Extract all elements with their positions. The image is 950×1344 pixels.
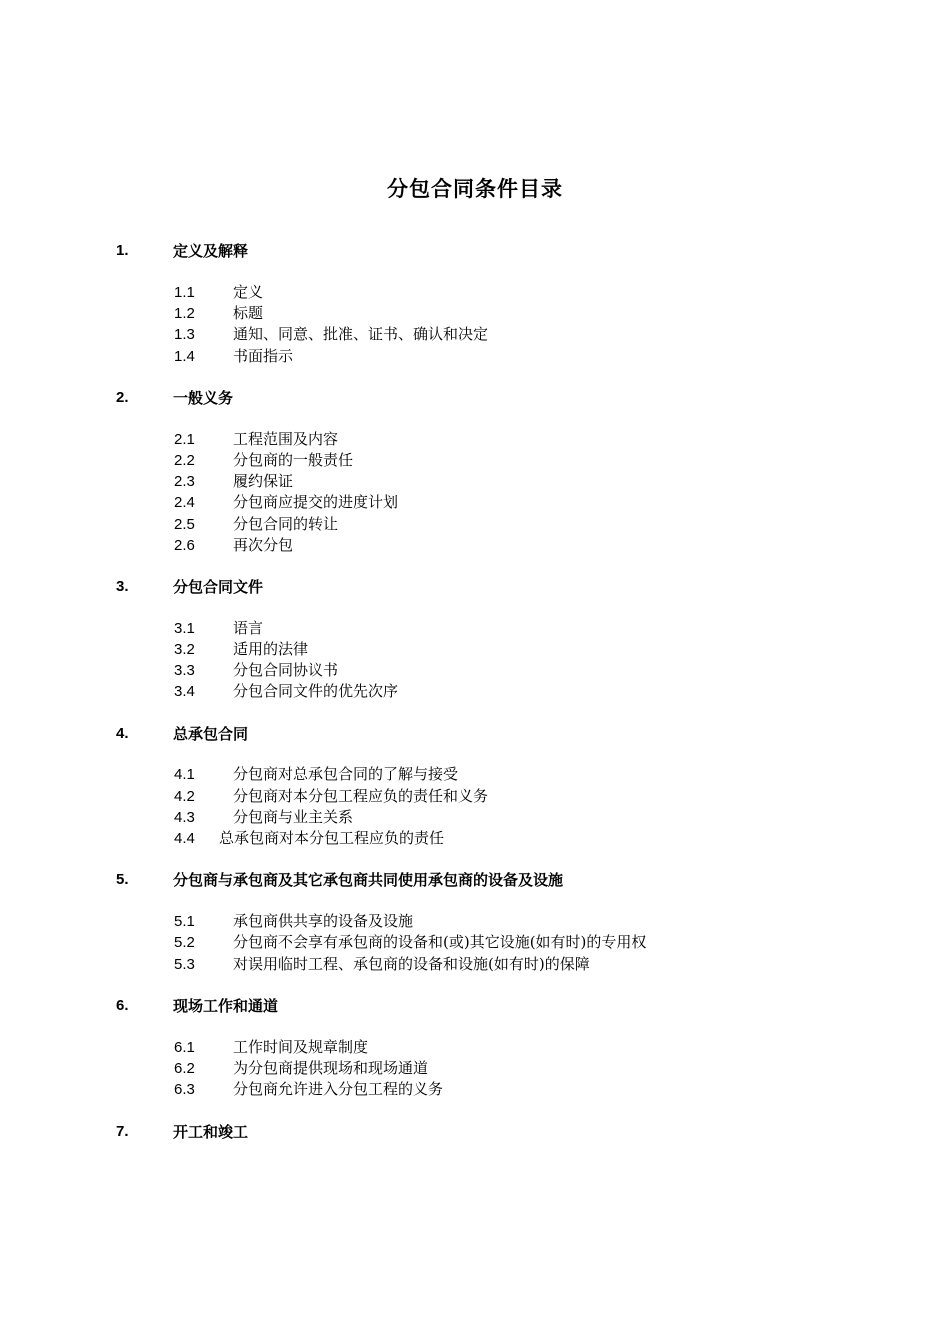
item-number: 5.3	[174, 956, 195, 973]
item-number: 3.3	[174, 662, 195, 679]
item-number: 6.2	[174, 1060, 195, 1077]
section-number: 3.	[116, 578, 129, 595]
item-number: 6.1	[174, 1039, 195, 1056]
item-number: 3.1	[174, 620, 195, 637]
item-title: 语言	[233, 619, 264, 637]
item-number: 4.2	[174, 788, 195, 805]
item-title: 通知、同意、批准、证书、确认和决定	[233, 325, 489, 343]
item-title: 分包合同的转让	[233, 515, 339, 533]
item-title: 再次分包	[233, 536, 294, 554]
document-title: 分包合同条件目录	[387, 177, 563, 201]
item-title: 分包商对本分包工程应负的责任和义务	[233, 787, 489, 805]
item-number: 1.1	[174, 284, 195, 301]
item-title: 分包商与业主关系	[233, 808, 354, 826]
item-number: 5.2	[174, 934, 195, 951]
item-title: 履约保证	[233, 472, 294, 490]
section-number: 5.	[116, 871, 129, 888]
section-title: 开工和竣工	[173, 1123, 249, 1141]
item-title: 书面指示	[233, 347, 294, 365]
item-title: 分包商应提交的进度计划	[233, 493, 399, 511]
item-number: 4.1	[174, 766, 195, 783]
item-title: 分包商不会享有承包商的设备和(或)其它设施(如有时)的专用权	[233, 933, 647, 951]
item-number: 2.1	[174, 431, 195, 448]
section-title: 现场工作和通道	[173, 997, 279, 1015]
item-title: 分包商对总承包合同的了解与接受	[233, 765, 459, 783]
item-number: 2.2	[174, 452, 195, 469]
section-number: 2.	[116, 389, 129, 406]
section-title: 定义及解释	[173, 242, 249, 260]
item-number: 3.4	[174, 683, 195, 700]
item-number: 5.1	[174, 913, 195, 930]
item-number: 2.6	[174, 537, 195, 554]
item-title: 为分包商提供现场和现场通道	[233, 1059, 429, 1077]
item-title: 分包合同协议书	[233, 661, 339, 679]
item-title: 定义	[233, 283, 264, 301]
item-title: 适用的法律	[233, 640, 309, 658]
section-title: 分包商与承包商及其它承包商共同使用承包商的设备及设施	[173, 871, 564, 889]
item-number: 6.3	[174, 1081, 195, 1098]
section-number: 1.	[116, 242, 129, 259]
item-title: 承包商供共享的设备及设施	[233, 912, 414, 930]
item-number: 1.3	[174, 326, 195, 343]
item-number: 1.4	[174, 348, 195, 365]
section-number: 6.	[116, 997, 129, 1014]
section-number: 4.	[116, 725, 129, 742]
item-title: 工程范围及内容	[233, 430, 339, 448]
item-title: 工作时间及规章制度	[233, 1038, 369, 1056]
item-number: 2.3	[174, 473, 195, 490]
item-number: 4.3	[174, 809, 195, 826]
section-number: 7.	[116, 1123, 129, 1140]
section-title: 分包合同文件	[173, 578, 264, 596]
item-number: 2.5	[174, 516, 195, 533]
item-number: 3.2	[174, 641, 195, 658]
item-title: 分包商的一般责任	[233, 451, 354, 469]
item-title: 对误用临时工程、承包商的设备和设施(如有时)的保障	[233, 955, 590, 973]
item-number: 4.4	[174, 830, 195, 847]
item-title: 分包合同文件的优先次序	[233, 682, 399, 700]
section-title: 总承包合同	[173, 725, 249, 743]
section-title: 一般义务	[173, 389, 234, 407]
item-title: 标题	[233, 304, 264, 322]
item-title: 总承包商对本分包工程应负的责任	[219, 829, 445, 847]
item-title: 分包商允许进入分包工程的义务	[233, 1080, 444, 1098]
item-number: 1.2	[174, 305, 195, 322]
item-number: 2.4	[174, 494, 195, 511]
